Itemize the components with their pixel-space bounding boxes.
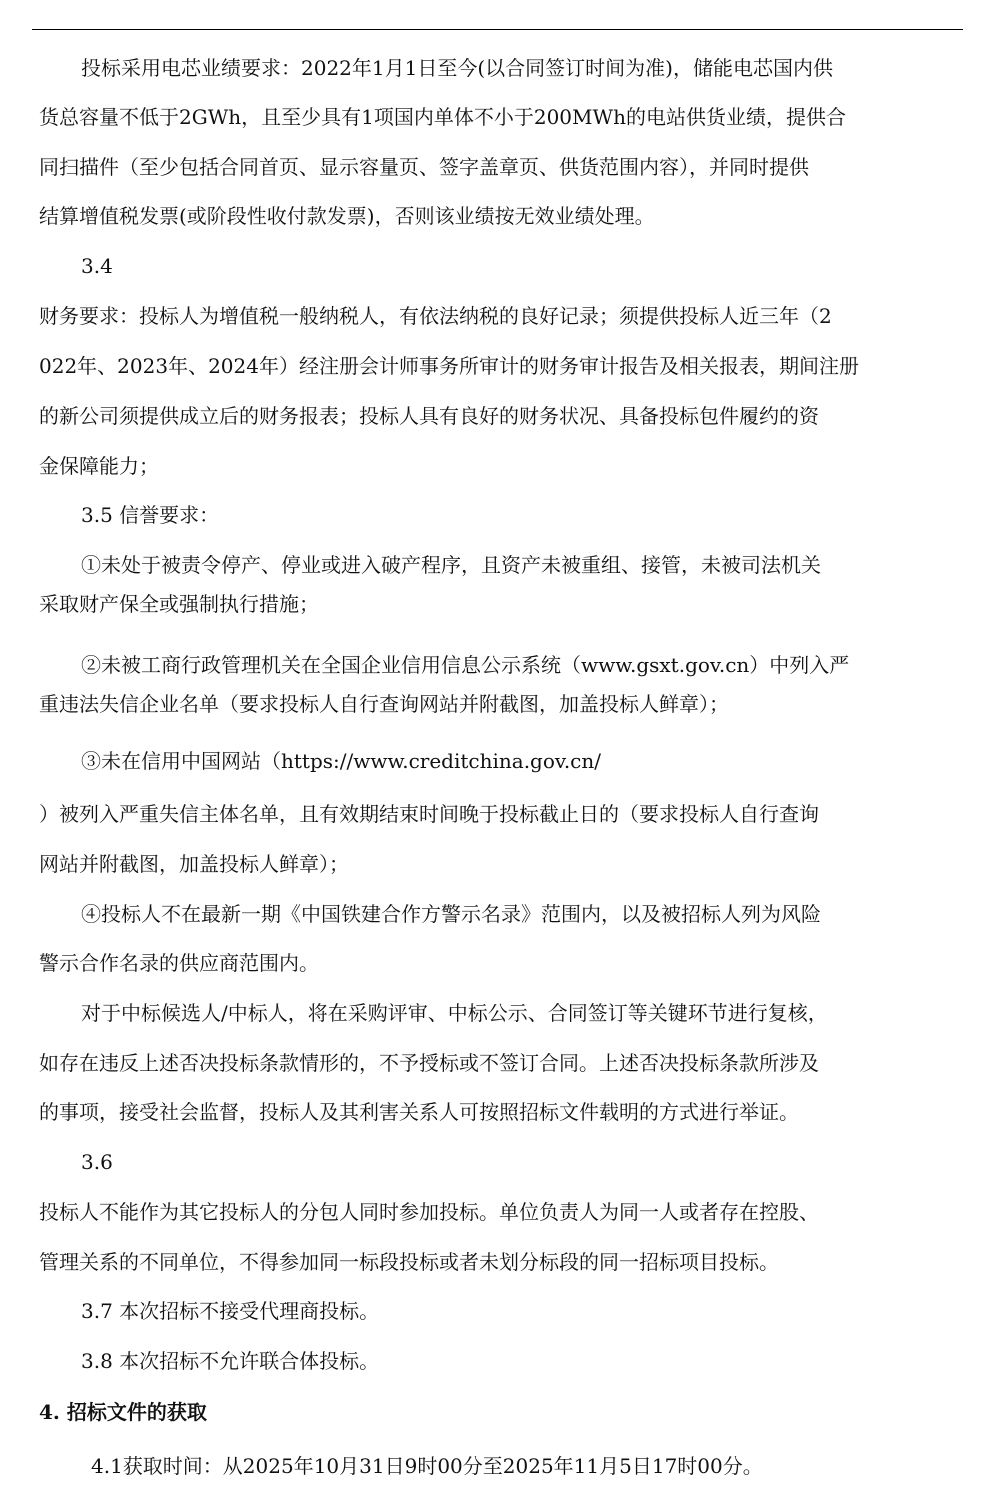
paragraph-line: 的新公司须提供成立后的财务报表；投标人具有良好的财务状况、具备投标包件履约的资: [39, 404, 819, 428]
paragraph-line: 3.8 本次招标不允许联合体投标。: [81, 1349, 380, 1373]
section-heading: 3.5 信誉要求：: [81, 503, 220, 527]
paragraph-line: 3.7 本次招标不接受代理商投标。: [81, 1299, 380, 1323]
paragraph-line: 同扫描件（至少包括合同首页、显示容量页、签字盖章页、供货范围内容），并同时提供: [39, 155, 809, 179]
paragraph-line: 结算增值税发票(或阶段性收付款发票)，否则该业绩按无效业绩处理。: [39, 204, 655, 228]
paragraph-line: ）被列入严重失信主体名单，且有效期结束时间晚于投标截止日的（要求投标人自行查询: [39, 802, 819, 826]
paragraph-line: 4.1获取时间：从2025年10月31日9时00分至2025年11月5日17时00分。: [91, 1454, 763, 1478]
paragraph-line: ④投标人不在最新一期《中国铁建合作方警示名录》范围内，以及被招标人列为风险: [81, 902, 821, 926]
paragraph-line: 的事项，接受社会监督，投标人及其利害关系人可按照招标文件载明的方式进行举证。: [39, 1100, 799, 1124]
section-number: 3.6: [81, 1150, 113, 1174]
paragraph-line: 投标采用电芯业绩要求：2022年1月1日至今(以合同签订时间为准)，储能电芯国内供: [81, 56, 833, 80]
paragraph-line: 财务要求：投标人为增值税一般纳税人，有依法纳税的良好记录；须提供投标人近三年（2: [39, 304, 832, 328]
paragraph-line: 金保障能力；: [39, 454, 159, 478]
paragraph-line: 022年、2023年、2024年）经注册会计师事务所审计的财务审计报告及相关报表，期间注册: [39, 354, 859, 378]
paragraph-line: ①未处于被责令停产、停业或进入破产程序，且资产未被重组、接管，未被司法机关: [81, 553, 821, 577]
paragraph-line: 警示合作名录的供应商范围内。: [39, 951, 319, 975]
paragraph-line: 投标人不能作为其它投标人的分包人同时参加投标。单位负责人为同一人或者存在控股、: [39, 1200, 819, 1224]
paragraph-line: 采取财产保全或强制执行措施；: [39, 592, 319, 616]
paragraph-line: 对于中标候选人/中标人，将在采购评审、中标公示、合同签订等关键环节进行复核，: [81, 1001, 828, 1025]
paragraph-line: 网站并附截图，加盖投标人鲜章）；: [39, 852, 349, 876]
header-rule: [32, 29, 963, 30]
section-title: 4. 招标文件的获取: [39, 1400, 207, 1424]
section-number: 3.4: [81, 254, 113, 278]
paragraph-line: ②未被工商行政管理机关在全国企业信用信息公示系统（www.gsxt.gov.cn）中列入严: [81, 653, 850, 677]
paragraph-line: 管理关系的不同单位，不得参加同一标段投标或者未划分标段的同一招标项目投标。: [39, 1250, 779, 1274]
paragraph-line: ③未在信用中国网站（https://www.creditchina.gov.cn/: [81, 749, 601, 773]
paragraph-line: 如存在违反上述否决投标条款情形的，不予授标或不签订合同。上述否决投标条款所涉及: [39, 1051, 819, 1075]
paragraph-line: 重违法失信企业名单（要求投标人自行查询网站并附截图，加盖投标人鲜章）；: [39, 692, 729, 716]
paragraph-line: 货总容量不低于2GWh，且至少具有1项国内单体不小于200MWh的电站供货业绩，提供合: [39, 105, 846, 129]
